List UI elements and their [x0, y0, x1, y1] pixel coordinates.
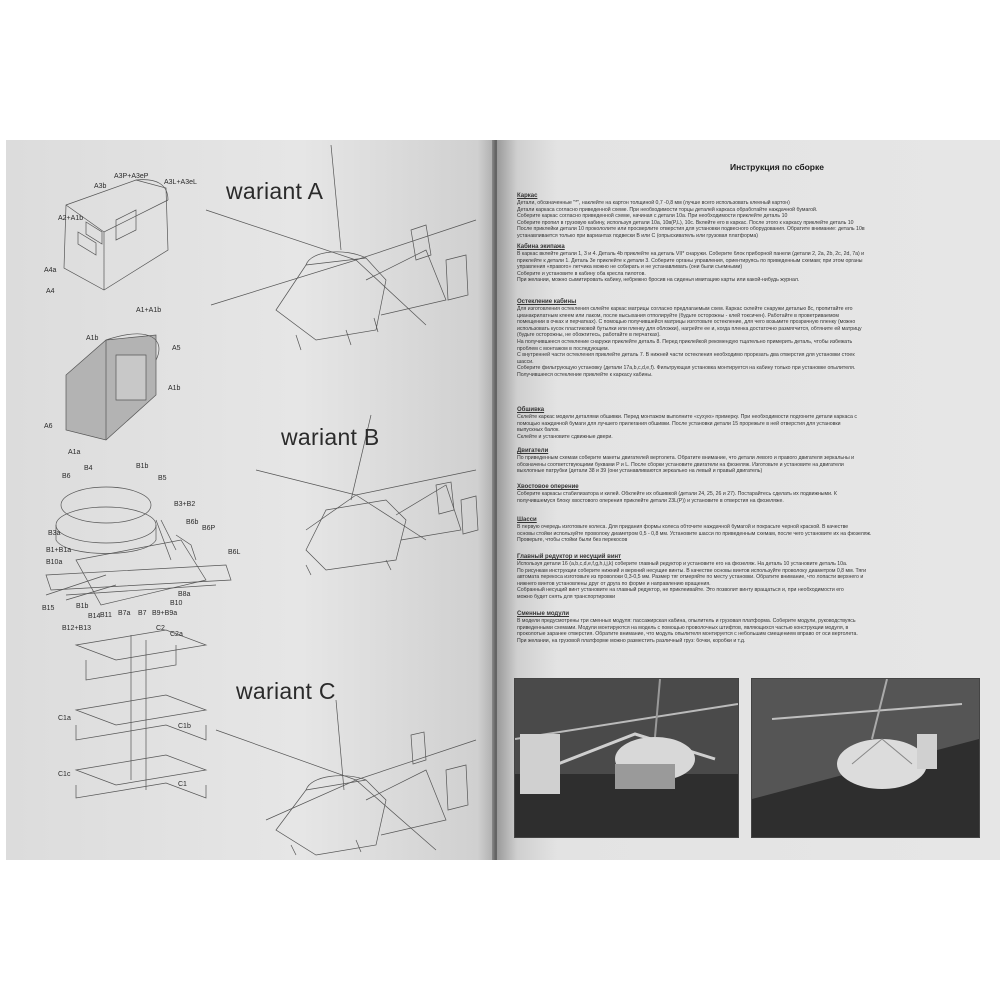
- part-label: A1a: [68, 449, 81, 456]
- part-group-b-drawing: [46, 487, 231, 605]
- part-label: B7: [138, 610, 147, 617]
- section-heading: Главный редуктор и несущий винт: [517, 554, 622, 560]
- section-text-line: Соберите каркас согласно приведенной схеме, начиная с детали 10a. При необходимости приклейте деталь 10: [517, 213, 788, 220]
- section-heading: Остекление кабины: [517, 299, 577, 305]
- instruction-section: [517, 243, 979, 284]
- instruction-section: [517, 447, 979, 475]
- instruction-section: [517, 406, 979, 440]
- section-text-line: По рисункам инструкции соберите нижний и верхний несущие винты. В качестве основы винтов используйте проволоку диаметром 0,8 мм. Тяги: [517, 567, 867, 574]
- section-text-line: (будьте осторожны, не обожгитесь, работайте в перчатках).: [517, 332, 661, 339]
- part-label: A1b: [86, 335, 99, 342]
- part-label: B1b: [136, 463, 149, 470]
- section-text-line: Соберите пропил в грузовую кабину, используя детали 10a, 10в(P,L), 10c. Вклейте его в каркас. После этого к каркасу приклейте деталь 10: [517, 219, 854, 226]
- section-text-line: Детали, обозначенные "*", наклейте на картон толщиной 0,7 -0,8 мм (лучше всего использовать клееный картон): [517, 200, 790, 206]
- part-label: B8a: [178, 591, 191, 598]
- section-text-line: В первую очередь изготовьте колеса. Для придания формы колеса обточите наждачной бумагой и покрасьте черной краской. В качестве: [517, 524, 849, 530]
- section-text-line: Склейте и установите сдвижные двери.: [517, 433, 613, 440]
- part-label: B3+B2: [174, 501, 196, 508]
- part-label: B15: [42, 605, 55, 612]
- section-text-line: Склейте каркас модели деталями обшивки. Перед монтажом выполните «сухую» примерку. При необходимости подгоните детали каркаса с: [517, 414, 857, 420]
- section-text-line: Проверьте, чтобы стойки были без перекосов: [517, 537, 628, 544]
- section-text-line: проколотые заранее отверстия. Обратите внимание, что модуль опылителя монтируется с небольшим смещением вправо от оси вертолета.: [517, 631, 858, 638]
- part-label: B11: [100, 612, 112, 619]
- helicopter-c-drawing: [216, 700, 476, 855]
- part-label: C2a: [170, 631, 183, 638]
- part-label: A1b: [168, 385, 181, 392]
- part-label: A6: [44, 423, 53, 430]
- part-label: B10: [170, 600, 183, 607]
- part-group-c-drawing: [76, 630, 206, 798]
- section-text-line: устанавливается только при вариантах подвески B или C (опрыскиватель или грузовая платформа): [517, 232, 758, 239]
- part-group-a1-drawing: [66, 334, 159, 440]
- section-text-line: выпускных балок.: [517, 427, 560, 434]
- part-label: B3a: [48, 530, 61, 537]
- section-text-line: приклейте к детали 1. Деталь 3e приклейте к детали 3. Соберите органы управления, ориентируясь по приведенным схемам; при этом органы: [517, 257, 863, 264]
- section-text-line: автомата перекоса изготовьте из проволоки 0,3-0,5 мм. Размер тяг отмеряйте по месту установки. Обратите внимание, что лопасти верхнего и: [517, 574, 864, 581]
- part-label: B6b: [186, 519, 199, 526]
- section-heading: Кабина экипажа: [517, 244, 565, 250]
- helicopter-model-photo-1: [515, 679, 738, 837]
- instruction-section: [517, 483, 979, 504]
- instructions-title: Инструкция по сборке: [730, 162, 824, 172]
- section-text-line: приведенными схемами. Модули монтируются на модель с помощью проволочных штифтов, являющихся частью конструкции модуля, в: [517, 624, 849, 631]
- section-text-line: Используя детали 16 (a,b,c,d,e,f,g,h,i,j,k) соберите главный редуктор и установите его на фюзеляж. На деталь 10 установите деталь 10a.: [517, 561, 848, 567]
- section-text-line: помещении в очках и перчатках). С помощью получившейся матрицы изготовьте остекление, для чего возьмите прозрачную пленку (можно: [517, 319, 856, 326]
- section-heading: Каркас: [517, 193, 538, 199]
- section-text-line: обозначены соответствующими буквами P и L. После сборки установите двигатели на фюзеляж. Изготовьте и установите на двигатели: [517, 461, 844, 468]
- right-page: [497, 140, 1000, 860]
- part-label: B5: [158, 475, 167, 482]
- part-label: B6: [62, 473, 71, 480]
- section-text-line: При желании, на грузовой платформе можно разместить различный груз: бочки, коробки и т.д.: [517, 637, 746, 644]
- part-label: B6L: [228, 549, 241, 556]
- section-text-line: Соберите фильтрующую установку (детали 17a,b,c,d,e,f). Фильтрующая установка монтируется на кабину только при установке опылителя.: [517, 365, 856, 372]
- section-text-line: В каркас вклейте детали 1, 3 и 4. Деталь 4b приклейте на деталь VII* снаружи. Соберите блок приборной панели (детали 2, 2a, 2b, 2c, 2d, 7a) и: [517, 251, 865, 257]
- section-text-line: использовать кусок пластиковой бутылки или пленку для обложки), нагрейте ее и, когда пленка достаточно размягчится, обтяните ей матрицу: [517, 325, 862, 332]
- section-heading: Двигатели: [517, 448, 549, 454]
- section-text-line: С внутренней части остекления приклейте деталь 7. В нижней части остекления необходимо прорезать два отверстия для установки стоек: [517, 352, 855, 359]
- part-label: A4: [46, 288, 55, 295]
- part-label: C1: [178, 781, 187, 788]
- section-heading: Обшивка: [517, 407, 545, 413]
- section-text-line: проблем с монтажом в последующем.: [517, 345, 610, 352]
- part-label: C1a: [58, 715, 71, 722]
- part-label: C2: [156, 625, 165, 632]
- part-label: C1c: [58, 771, 71, 778]
- section-text-line: можно будет снять для транспортировки: [517, 593, 616, 600]
- model-photo-left: [514, 678, 739, 838]
- section-text-line: цианакрилатным клеем или лаком, после высыхания отполируйте (будьте осторожны - клей токсичен). Работайте в проветриваемом: [517, 312, 839, 319]
- section-text-line: Собранный несущий винт установите на главный редуктор, не приклеивайте. Это позволит винту вращаться и, при необходимости его: [517, 587, 844, 594]
- part-label: A4a: [44, 267, 57, 274]
- part-label: B1b: [76, 603, 89, 610]
- section-text-line: помощью наждачной бумаги для лучшего прилегания обшивки. После установки детали 15 прорежьте в ней отверстия для установки: [517, 420, 841, 427]
- section-text-line: При желании, можно сымитировать кабину, небрежно бросив на сиденья имитацию карты или какой-нибудь журнал.: [517, 277, 800, 284]
- section-heading: Сменные модули: [517, 611, 570, 617]
- part-label: B7a: [118, 610, 131, 617]
- section-text-line: В модели предусмотрены три сменных модуля: пассажирская кабина, опылитель и грузовая платформа. Соберите модули, руководствуясь: [517, 618, 856, 624]
- part-label: A3b: [94, 183, 107, 190]
- part-label: B1+B1a: [46, 547, 72, 554]
- part-label: A1+A1b: [136, 307, 162, 314]
- instruction-section: [517, 298, 979, 379]
- helicopter-model-photo-2: [752, 679, 979, 837]
- section-text-line: После приклейки детали 10 прокололите или просверлите отверстия для установки подвесного оборудования. Обратите внимание: деталь 10в: [517, 226, 865, 233]
- part-label: B6P: [202, 525, 216, 532]
- part-label: B9+B9a: [152, 610, 178, 617]
- part-label: B4: [84, 465, 93, 472]
- section-text-line: Соберите каркасы стабилизатора и килей. Обклейте их обшивкой (детали 24, 25, 26 и 27). Постарайтесь сделать их подвижными. К: [517, 491, 837, 497]
- part-label: A3P+A3eP: [114, 173, 149, 180]
- part-label: B10a: [46, 559, 63, 566]
- model-photo-right: [751, 678, 980, 838]
- section-text-line: По приведенным схемам соберите макеты двигателей вертолета. Обратите внимание, что детали левого и правого двигателя зеркальны и: [517, 455, 855, 461]
- part-label: A2+A1b: [58, 215, 84, 222]
- instruction-section: [517, 192, 979, 240]
- part-group-a-drawing: [64, 180, 168, 290]
- section-text-line: выхлопные патрубки (детали 38 и 39 (они устанавливаются зеркально на левый и правый двигатель): [517, 468, 763, 475]
- section-text-line: управления «правого» летчика можно не собирать и не устанавливать (они были съемными): [517, 264, 743, 271]
- instruction-section: [517, 553, 979, 601]
- section-text-line: Для изготовления остекления склейте каркас матрицы согласно предлагаемым схем. Каркас склейте снаружи деталью 8c, пропитайте его: [517, 306, 853, 312]
- variant-c-label: wariant C: [236, 678, 336, 704]
- part-label: B14: [88, 613, 101, 620]
- assembly-diagrams: [6, 140, 497, 860]
- variant-a-label: wariant A: [226, 178, 324, 204]
- section-text-line: Соберите и установите в кабину оба кресла пилотов.: [517, 270, 646, 277]
- section-text-line: Получившееся остекление приклейте к каркасу кабины.: [517, 371, 653, 378]
- section-text-line: шасси.: [517, 358, 534, 365]
- section-heading: Шасси: [517, 517, 537, 523]
- section-text-line: получившемуся блоку хвостового оперения приклейте детали 23L(P)) и установите в отверстия на фюзеляже.: [517, 497, 784, 504]
- part-label: B12+B13: [62, 625, 91, 632]
- section-text-line: Детали каркаса согласно приведенной схеме. При необходимости торцы деталей каркаса обработайте наждачной бумагой.: [517, 206, 818, 213]
- left-page: [6, 140, 497, 860]
- part-label: A3L+A3eL: [164, 179, 197, 186]
- section-text-line: основы стойки используйте проволоку диаметром 0,5 - 0,8 мм. Установите шасси по приведенным схемам, после чего установите их на фюзеляж.: [517, 530, 872, 537]
- variant-b-label: wariant B: [281, 424, 380, 450]
- part-label: C1b: [178, 723, 191, 730]
- instruction-section: [517, 610, 979, 644]
- instruction-section: [517, 516, 979, 544]
- section-text-line: нижнего винтов установлены друг от друга по форме и направлению вращения.: [517, 580, 711, 587]
- part-label: A5: [172, 345, 181, 352]
- section-text-line: На получившееся остекление снаружи приклейте деталь 8. Перед приклейкой рекомендую тщательно примерить деталь, чтобы избежать: [517, 338, 853, 345]
- helicopter-a-drawing: [206, 145, 476, 350]
- section-heading: Хвостовое оперение: [517, 484, 579, 490]
